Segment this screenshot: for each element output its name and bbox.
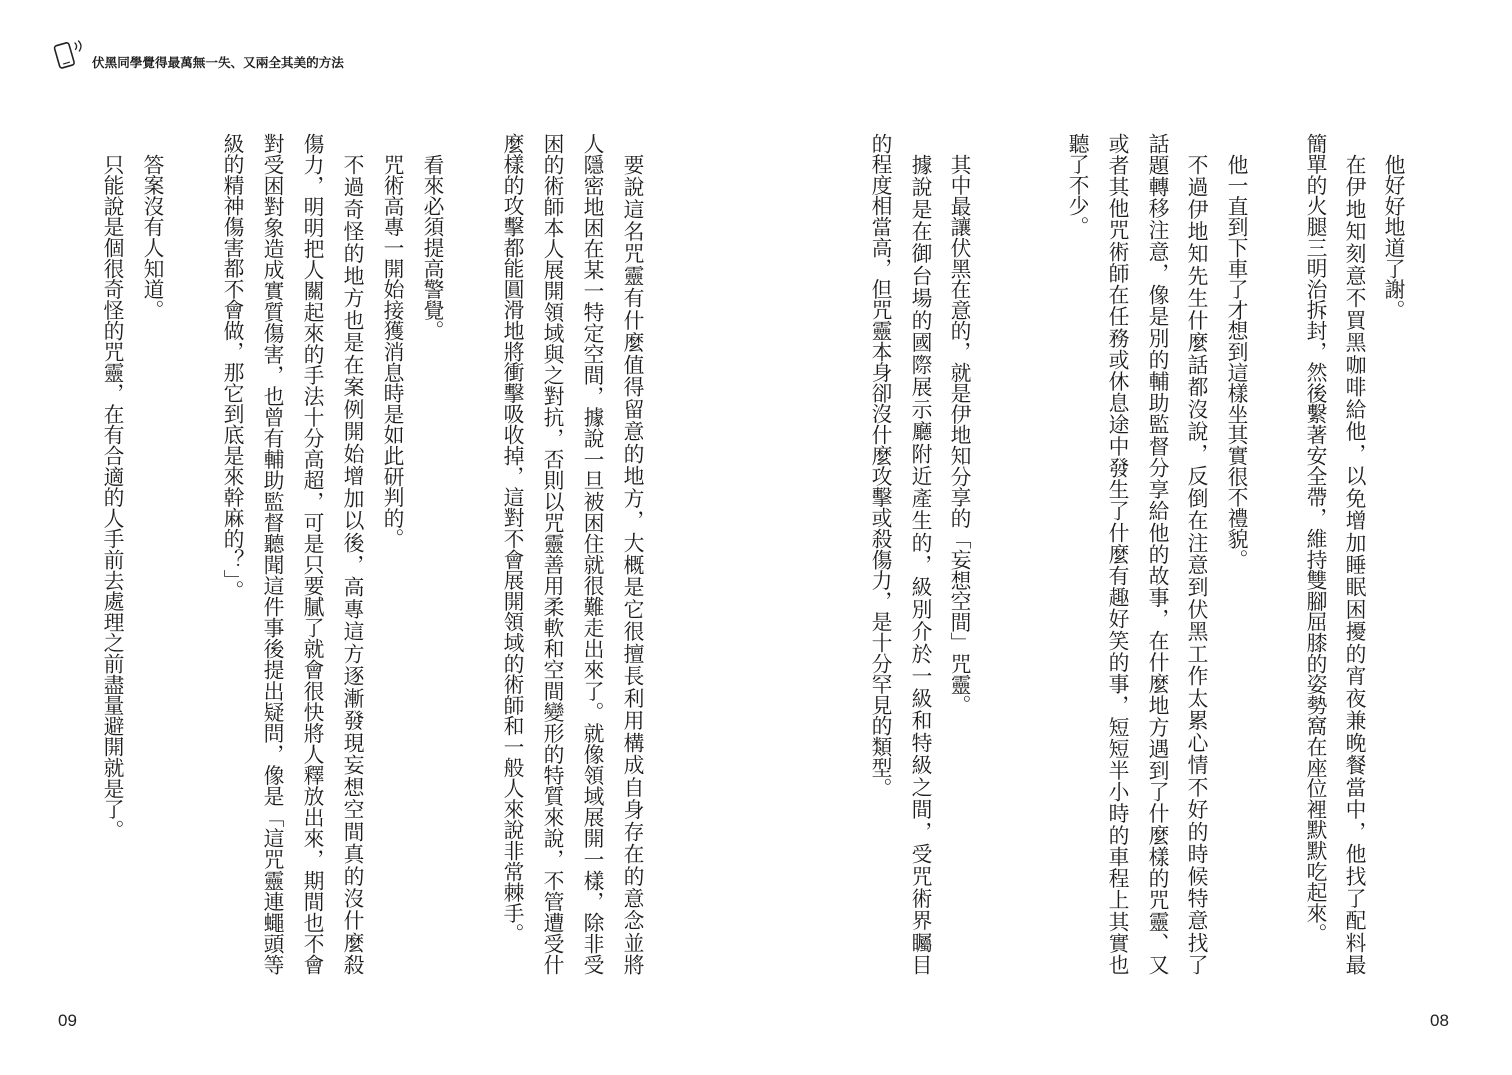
page-right xyxy=(756,0,1512,1075)
page-number: 09 xyxy=(58,1011,77,1030)
text-column: 聽了不少。 xyxy=(1065,133,1089,237)
text-column: 對受困對象造成實質傷害，也曾有輔助監督聽聞這件事後提出疑問，像是「這咒靈連蠅頭等 xyxy=(260,133,284,975)
text-column: 不過奇怪的地方也是在案例開始增加以後，高專這方逐漸發現妄想空間真的沒什麼殺 xyxy=(340,153,364,975)
text-column: 看來必須提高警覺。 xyxy=(420,153,444,341)
text-column: 話題轉移注意，像是別的輔助監督分享給他的故事，在什麼地方遇到了什麼樣的咒靈、又 xyxy=(1145,133,1169,975)
text-column: 其中最讓伏黑在意的，就是伊地知分享的「妄想空間」咒靈。 xyxy=(947,153,971,716)
running-header-title: 伏黑同學覺得最萬無一失、又兩全其美的方法 xyxy=(92,55,344,70)
text-column: 答案沒有人知道。 xyxy=(140,153,164,321)
text-column: 據說是在御台場的國際展示廳附近產生的，級別介於一級和特級之間，受咒術界矚目 xyxy=(908,153,932,975)
page-number: 08 xyxy=(1430,1011,1449,1030)
text-column: 麼樣的攻擊都能圓滑地將衝擊吸收掉，這對不會展開領域的術師和一般人來說非常棘手。 xyxy=(500,133,524,945)
text-column: 級的精神傷害都不會做，那它到底是來幹麻的？」。 xyxy=(220,133,244,601)
text-column: 或者其他咒術師在任務或休息途中發生了什麼有趣好笑的事，短短半小時的車程上其實也 xyxy=(1105,133,1129,975)
text-column: 他好好地道了謝。 xyxy=(1381,153,1405,321)
phone-icon xyxy=(50,38,90,70)
text-column: 咒術高專一開始接獲消息時是如此研判的。 xyxy=(380,153,404,549)
text-column: 傷力，明明把人關起來的手法十分高超，可是只要膩了就會很快將人釋放出來，期間也不會 xyxy=(300,133,324,975)
text-column: 人隱密地困在某一特定空間，據說一旦被困住就很難走出來了。就像領域展開一樣，除非受 xyxy=(580,133,604,975)
text-column: 困的術師本人展開領域與之對抗，否則以咒靈善用柔軟和空間變形的特質來說，不管遭受什 xyxy=(540,133,564,975)
text-column: 只能說是個很奇怪的咒靈，在有合適的人手前去處理之前盡量避開就是了。 xyxy=(100,153,124,841)
text-column: 簡單的火腿三明治拆封，然後繫著安全帶，維持雙腳屈膝的姿勢窩在座位裡默默吃起來。 xyxy=(1303,133,1327,945)
text-column: 的程度相當高，但咒靈本身卻沒什麼攻擊或殺傷力，是十分罕見的類型。 xyxy=(868,133,892,799)
text-column: 要說這名咒靈有什麼值得留意的地方，大概是它很擅長利用構成自身存在的意念並將 xyxy=(620,153,644,975)
text-column: 不過伊地知先生什麼話都沒說，反倒在注意到伏黑工作太累心情不好的時候特意找了 xyxy=(1184,153,1208,975)
text-column: 在伊地知刻意不買黑咖啡給他，以免增加睡眠困擾的宵夜兼晚餐當中，他找了配料最 xyxy=(1342,153,1366,975)
text-column: 他一直到下車了才想到這樣坐其實很不禮貌。 xyxy=(1224,153,1248,570)
